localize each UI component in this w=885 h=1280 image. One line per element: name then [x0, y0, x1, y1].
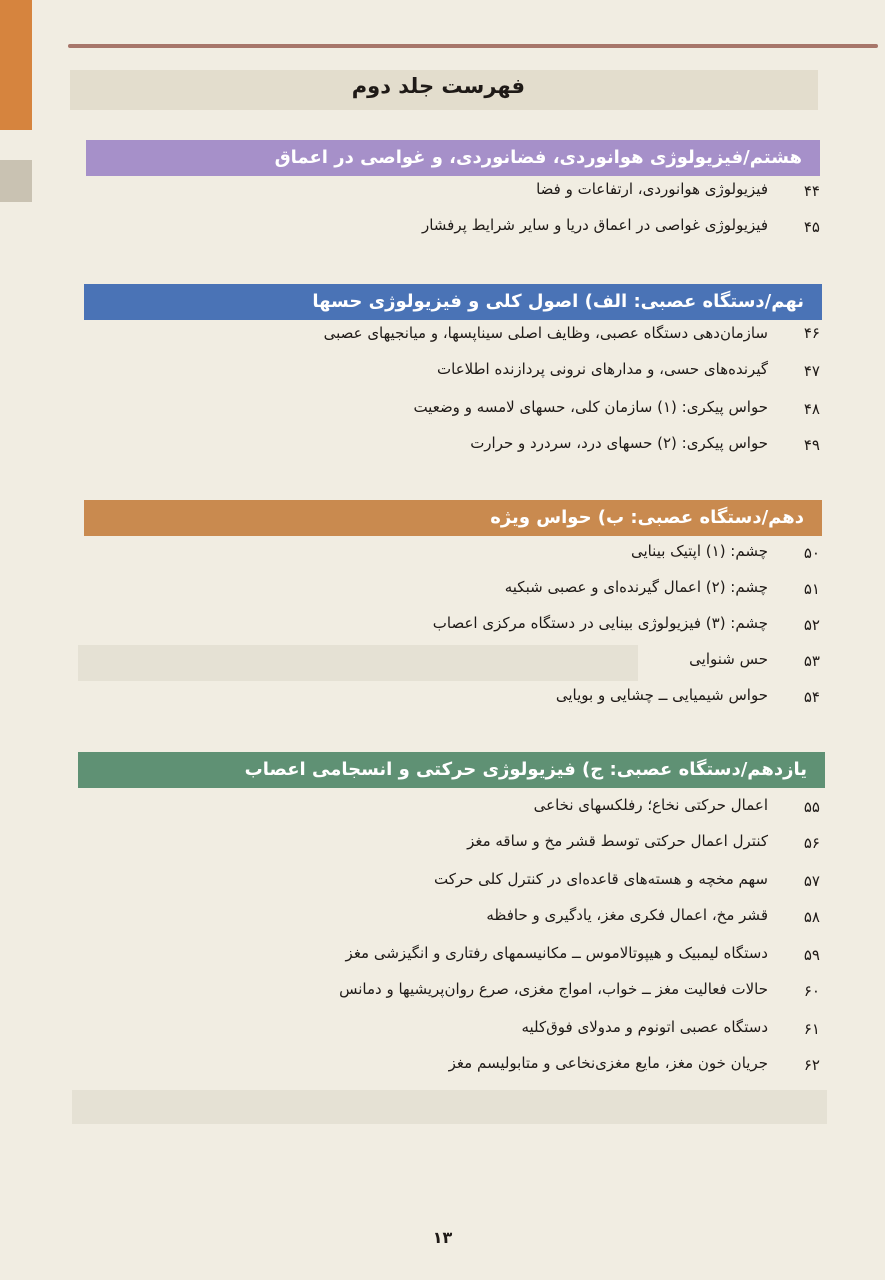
toc-entry[interactable]: [70, 216, 828, 246]
chapter-number: ۴۴: [803, 182, 820, 200]
section-header-8: هشتم/فیزیولوژی هوانوردی، فضانوردی، و غواصی در اعماق: [86, 140, 820, 176]
chapter-number: ۵۴: [803, 688, 820, 706]
chapter-number: ۴۸: [803, 400, 820, 418]
chapter-number: ۵۳: [803, 652, 820, 670]
chapter-number: ۵۷: [803, 872, 820, 890]
toc-entry[interactable]: [70, 870, 828, 900]
chapter-title: حواس پیکری: (۲) حسهای درد، سردرد و حرارت: [470, 434, 768, 452]
chapter-title: کنترل اعمال حرکتی توسط قشر مخ و ساقه مغز: [467, 832, 768, 850]
toc-entry[interactable]: [70, 542, 828, 572]
page-edge-orange: [0, 0, 32, 130]
chapter-number: ۵۵: [803, 798, 820, 816]
chapter-title: حواس شیمیایی ــ چشایی و بویایی: [555, 686, 768, 704]
chapter-number: ۵۹: [803, 946, 820, 964]
chapter-title: فیزیولوژی غواصی در اعماق دریا و سایر شرایط پرفشار: [421, 216, 768, 234]
section-header-11: یازدهم/دستگاه عصبی: ج) فیزیولوژی حرکتی و انسجامی اعصاب: [78, 752, 825, 788]
page-number: ۱۳: [432, 1228, 453, 1247]
toc-entry[interactable]: [70, 1018, 828, 1048]
toc-entry[interactable]: [70, 398, 828, 428]
chapter-title: فیزیولوژی هوانوردی، ارتفاعات و فضا: [536, 180, 768, 198]
chapter-title: جریان خون مغز، مایع مغزی‌نخاعی و متابولیسم مغز: [448, 1054, 768, 1072]
toc-entry[interactable]: [70, 944, 828, 974]
toc-entry[interactable]: [70, 614, 828, 644]
toc-entry[interactable]: [70, 796, 828, 826]
chapter-title: قشر مخ، اعمال فکری مغز، یادگیری و حافظه: [486, 906, 768, 924]
chapter-title: چشم: (۳) فیزیولوژی بینایی در دستگاه مرکزی اعصاب: [432, 614, 768, 632]
chapter-title: سازمان‌دهی دستگاه عصبی، وظایف اصلی سیناپسها، و میانجیهای عصبی: [323, 324, 768, 342]
chapter-number: ۶۱: [803, 1020, 820, 1038]
chapter-title: دستگاه لیمبیک و هیپوتالاموس ــ مکانیسمهای رفتاری و انگیزشی مغز: [345, 944, 768, 962]
chapter-title: حس شنوایی: [689, 650, 768, 668]
toc-entry[interactable]: [70, 360, 828, 390]
page-title: فهرست جلد دوم: [351, 74, 525, 98]
toc-entry[interactable]: [70, 434, 828, 464]
chapter-title: گیرنده‌های حسی، و مدارهای نرونی پردازنده اطلاعات: [437, 360, 768, 378]
chapter-title: چشم: (۱) اپتیک بینایی: [630, 542, 768, 560]
toc-entry[interactable]: [70, 650, 828, 680]
toc-entry[interactable]: [70, 180, 828, 210]
toc-entry[interactable]: [70, 1054, 828, 1084]
chapter-number: ۴۹: [803, 436, 820, 454]
chapter-number: ۴۶: [803, 324, 820, 342]
chapter-number: ۵۰: [803, 544, 820, 562]
chapter-title: اعمال حرکتی نخاع؛ رفلکسهای نخاعی: [533, 796, 768, 814]
chapter-title: سهم مخچه و هسته‌های قاعده‌ای در کنترل کلی حرکت: [433, 870, 768, 888]
chapter-number: ۴۷: [803, 362, 820, 380]
chapter-number: ۶۲: [803, 1056, 820, 1074]
toc-entry[interactable]: [70, 906, 828, 936]
bleed-through-band: [72, 1090, 827, 1124]
chapter-number: ۵۱: [803, 580, 820, 598]
top-rule: [68, 44, 878, 48]
section-header-9: نهم/دستگاه عصبی: الف) اصول کلی و فیزیولوژی حسها: [84, 284, 822, 320]
page-edge-gray: [0, 160, 32, 202]
section-header-10: دهم/دستگاه عصبی: ب) حواس ویژه: [84, 500, 822, 536]
chapter-number: ۴۵: [803, 218, 820, 236]
toc-entry[interactable]: [70, 980, 828, 1010]
toc-entry[interactable]: [70, 686, 828, 716]
toc-entry[interactable]: [70, 578, 828, 608]
chapter-title: دستگاه عصبی اتونوم و مدولای فوق‌کلیه: [521, 1018, 768, 1036]
chapter-title: چشم: (۲) اعمال گیرنده‌ای و عصبی شبکیه: [504, 578, 768, 596]
chapter-number: ۶۰: [803, 982, 820, 1000]
chapter-title: حالات فعالیت مغز ــ خواب، امواج مغزی، صرع روان‌پریشیها و دمانس: [339, 980, 768, 998]
chapter-title: حواس پیکری: (۱) سازمان کلی، حسهای لامسه و وضعیت: [413, 398, 768, 416]
chapter-number: ۵۸: [803, 908, 820, 926]
chapter-number: ۵۲: [803, 616, 820, 634]
chapter-number: ۵۶: [803, 834, 820, 852]
toc-entry[interactable]: [70, 832, 828, 862]
